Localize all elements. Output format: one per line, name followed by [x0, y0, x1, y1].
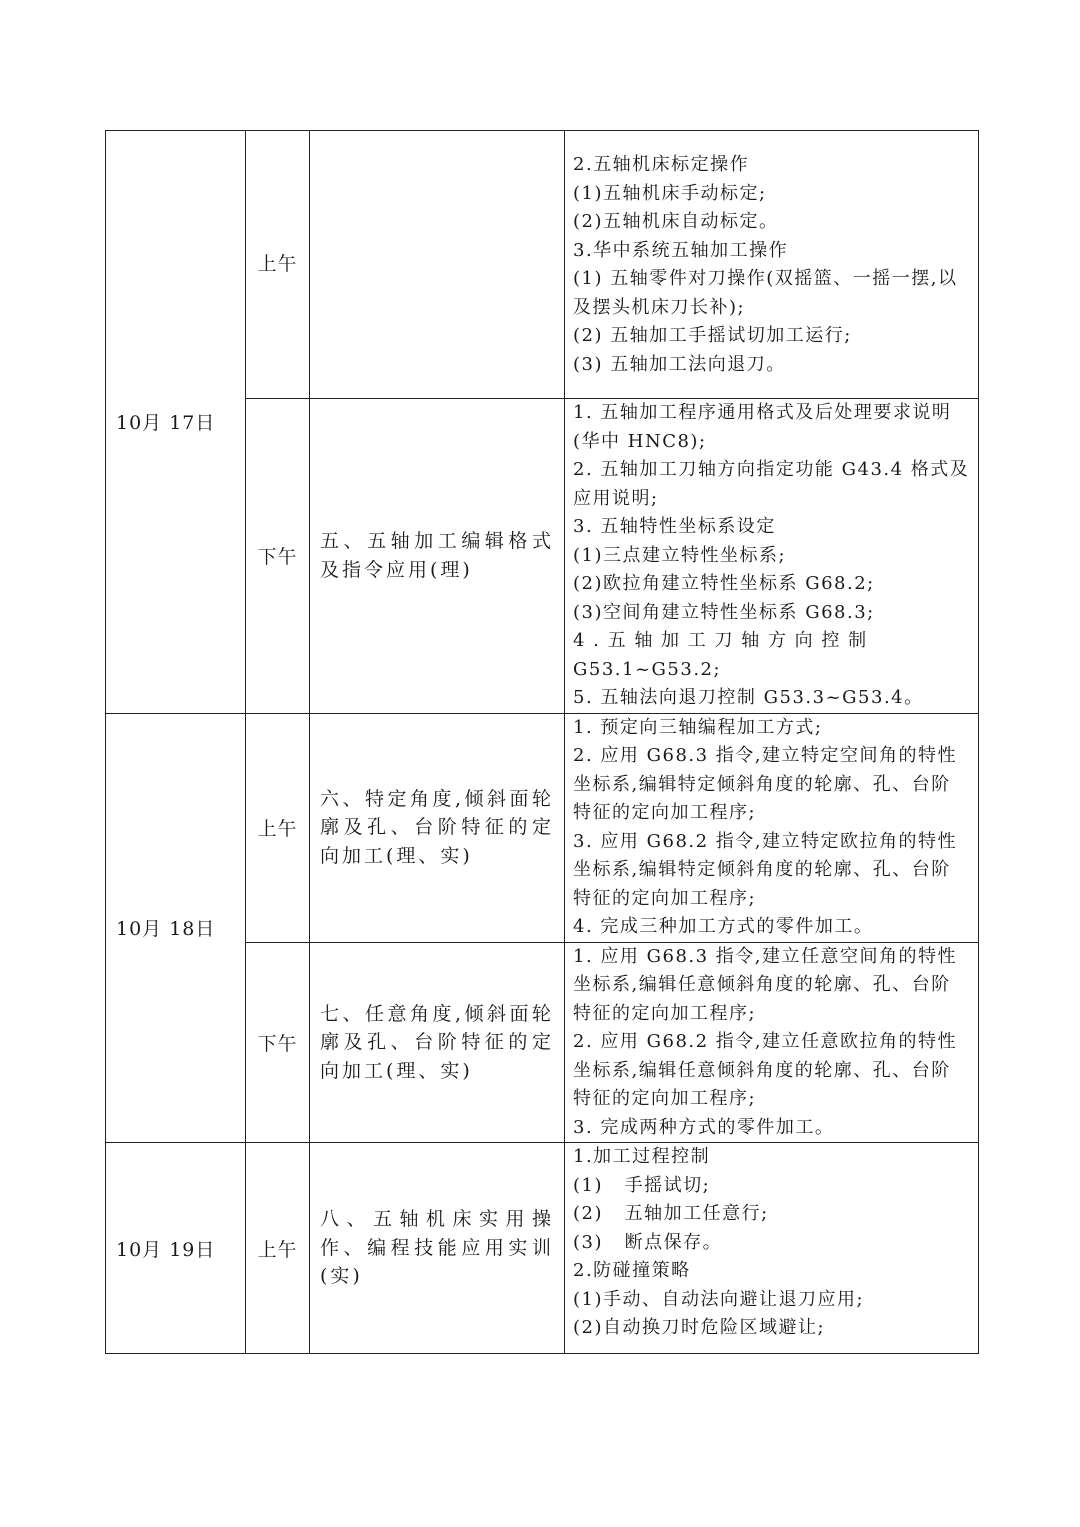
table-row — [106, 1143, 979, 1354]
detail-line: 3. 完成两种方式的零件加工。 — [573, 1116, 835, 1138]
time-slot-cell: 下午 — [246, 399, 310, 714]
time-slot-cell: 上午 — [246, 1143, 310, 1354]
date-cell: 10月 18日 — [106, 713, 246, 1143]
time-slot-cell: 上午 — [246, 713, 310, 942]
schedule-table — [105, 130, 979, 1354]
topic-cell: 五、五轴加工编辑格式及指令应用(理) — [310, 399, 565, 714]
detail-line: (3) 五轴加工法向退刀。 — [573, 353, 786, 375]
detail-line: (1)手动、自动法向避让退刀应用; — [573, 1288, 865, 1310]
detail-line: (2)自动换刀时危险区域避让; — [573, 1317, 826, 1338]
time-slot-cell: 上午 — [246, 131, 310, 399]
detail-line: (2)欧拉角建立特性坐标系 G68.2; — [573, 573, 875, 594]
detail-line: 2.防碰撞策略 — [573, 1260, 691, 1281]
detail-line: 1. 应用 G68.3 指令,建立任意空间角的特性坐标系,编辑任意倾斜角度的轮廓、孔、台阶特征的定向加工程序; — [573, 945, 958, 1024]
detail-line: 3. 应用 G68.2 指令,建立特定欧拉角的特性坐标系,编辑特定倾斜角度的轮廓、孔、台阶特征的定向加工程序; — [573, 830, 958, 909]
date-cell: 10月 17日 — [106, 131, 246, 714]
detail-line: G53.1~G53.2; — [573, 658, 722, 680]
detail-line: 1. 预定向三轴编程加工方式; — [573, 716, 823, 738]
date-cell: 10月 19日 — [106, 1143, 246, 1354]
time-slot-cell: 下午 — [246, 942, 310, 1143]
detail-line: (2) 五轴加工手摇试切加工运行; — [573, 325, 852, 346]
detail-cell — [565, 131, 979, 399]
detail-cell — [565, 942, 979, 1143]
detail-line: (1) 手摇试切; — [573, 1174, 711, 1196]
topic-cell: 八、五轴机床实用操作、编程技能应用实训(实) — [310, 1143, 565, 1354]
detail-cell — [565, 1143, 979, 1354]
detail-line: (1) 五轴零件对刀操作(双摇篮、一摇一摆,以及摆头机床刀长补); — [573, 268, 958, 318]
table-row — [106, 713, 979, 942]
detail-line: 2. 应用 G68.3 指令,建立特定空间角的特性坐标系,编辑特定倾斜角度的轮廓、孔、台阶特征的定向加工程序; — [573, 745, 958, 823]
detail-line: 3.华中系统五轴加工操作 — [573, 239, 789, 261]
topic-cell: 六、特定角度,倾斜面轮廓及孔、台阶特征的定向加工(理、实) — [310, 713, 565, 942]
detail-cell — [565, 399, 979, 714]
detail-line: 2.五轴机床标定操作 — [573, 154, 750, 175]
detail-line: 2. 应用 G68.2 指令,建立任意欧拉角的特性坐标系,编辑任意倾斜角度的轮廓、孔、台阶特征的定向加工程序; — [573, 1031, 958, 1109]
detail-line: (2)五轴机床自动标定。 — [573, 211, 779, 232]
detail-line: (1)五轴机床手动标定; — [573, 182, 767, 204]
detail-line: (3)空间角建立特性坐标系 G68.3; — [573, 601, 875, 623]
table-row — [106, 131, 979, 399]
detail-line: 1.加工过程控制 — [573, 1146, 711, 1167]
detail-line: 4. 完成三种加工方式的零件加工。 — [573, 916, 874, 937]
topic-cell: 七、任意角度,倾斜面轮廓及孔、台阶特征的定向加工(理、实) — [310, 942, 565, 1143]
detail-line: 2. 五轴加工刀轴方向指定功能 G43.4 格式及应用说明; — [573, 459, 970, 509]
detail-line: 4 . 五 轴 加 工 刀 轴 方 向 控 制 — [573, 630, 868, 651]
topic-cell — [310, 131, 565, 399]
detail-line: 3. 五轴特性坐标系设定 — [573, 516, 776, 537]
detail-line: 5. 五轴法向退刀控制 G53.3~G53.4。 — [573, 687, 924, 708]
detail-line: (3) 断点保存。 — [573, 1231, 723, 1253]
detail-cell — [565, 713, 979, 942]
detail-line: (2) 五轴加工任意行; — [573, 1203, 769, 1224]
detail-line: (1)三点建立特性坐标系; — [573, 544, 787, 566]
detail-line: 1. 五轴加工程序通用格式及后处理要求说明(华中 HNC8); — [573, 402, 952, 452]
